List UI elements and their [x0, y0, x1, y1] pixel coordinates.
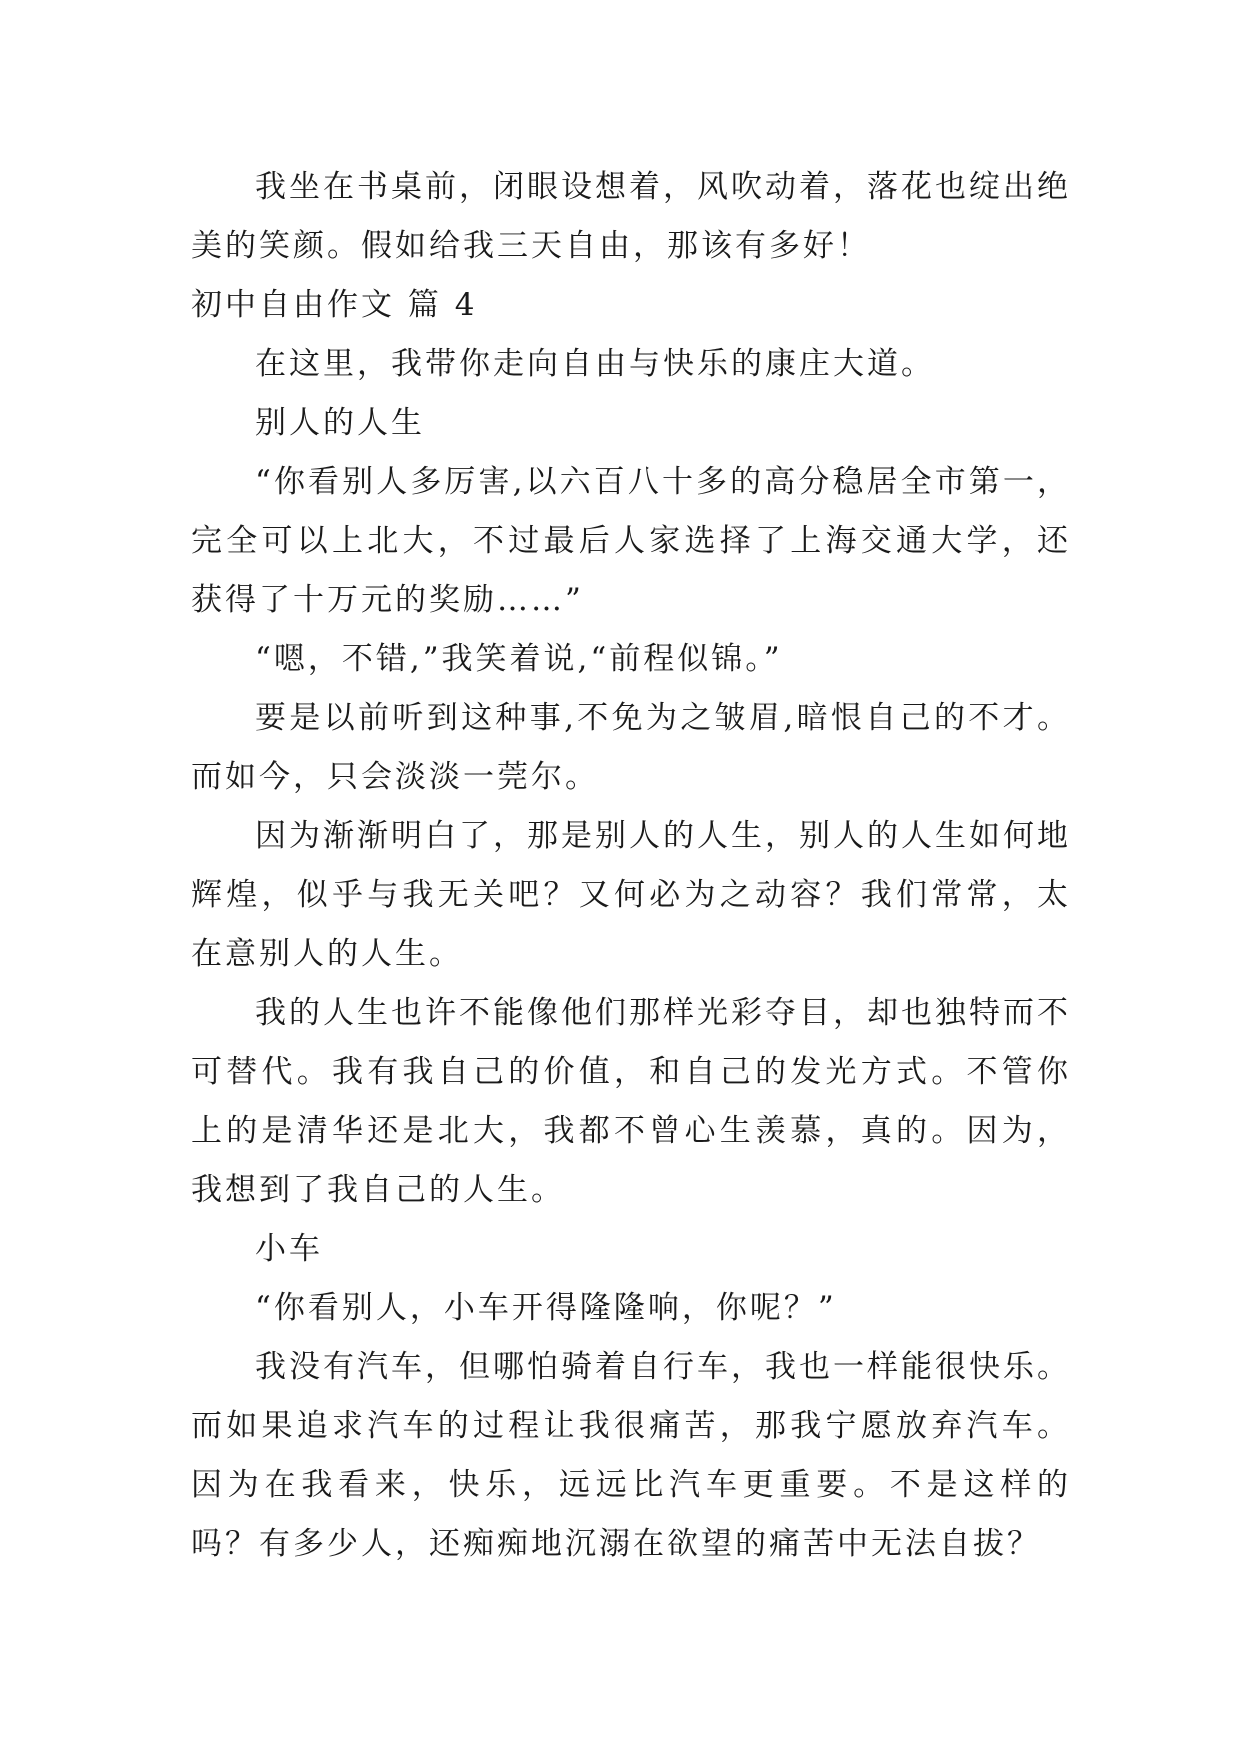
paragraph: 我坐在书桌前，闭眼设想着，风吹动着，落花也绽出绝美的笑颜。假如给我三天自由，那该有多好！ [191, 169, 1071, 264]
section-heading: 初中自由作文 篇 4 [191, 287, 478, 323]
paragraph: 我的人生也许不能像他们那样光彩夺目，却也独特而不可替代。我有我自己的价值，和自己的发光方式。不管你上的是清华还是北大，我都不曾心生羡慕，真的。因为，我想到了我自己的人生。 [191, 995, 1071, 1208]
paragraph: 我没有汽车，但哪怕骑着自行车，我也一样能很快乐。而如果追求汽车的过程让我很痛苦，那我宁愿放弃汽车。因为在我看来，快乐，远远比汽车更重要。不是这样的吗？有多少人，还痴痴地沉溺在欲望的痛苦中无法自拔？ [191, 1349, 1071, 1562]
document-body [191, 158, 1071, 1574]
paragraph: “你看别人多厉害,以六百八十多的高分稳居全市第一，完全可以上北大，不过最后人家选择了上海交通大学，还获得了十万元的奖励……” [191, 464, 1071, 618]
subheading-paragraph: 小车 [255, 1231, 323, 1267]
paragraph: 在这里，我带你走向自由与快乐的康庄大道。 [255, 346, 935, 382]
subheading-paragraph: 别人的人生 [255, 405, 425, 441]
paragraph: 要是以前听到这种事,不免为之皱眉,暗恨自己的不才。而如今，只会淡淡一莞尔。 [191, 700, 1071, 795]
paragraph: “嗯，不错,”我笑着说,“前程似锦。” [255, 641, 783, 677]
paragraph: 因为渐渐明白了，那是别人的人生，别人的人生如何地辉煌，似乎与我无关吧？又何必为之动容？我们常常，太在意别人的人生。 [191, 818, 1071, 972]
paragraph: “你看别人，小车开得隆隆响，你呢？” [255, 1290, 837, 1326]
